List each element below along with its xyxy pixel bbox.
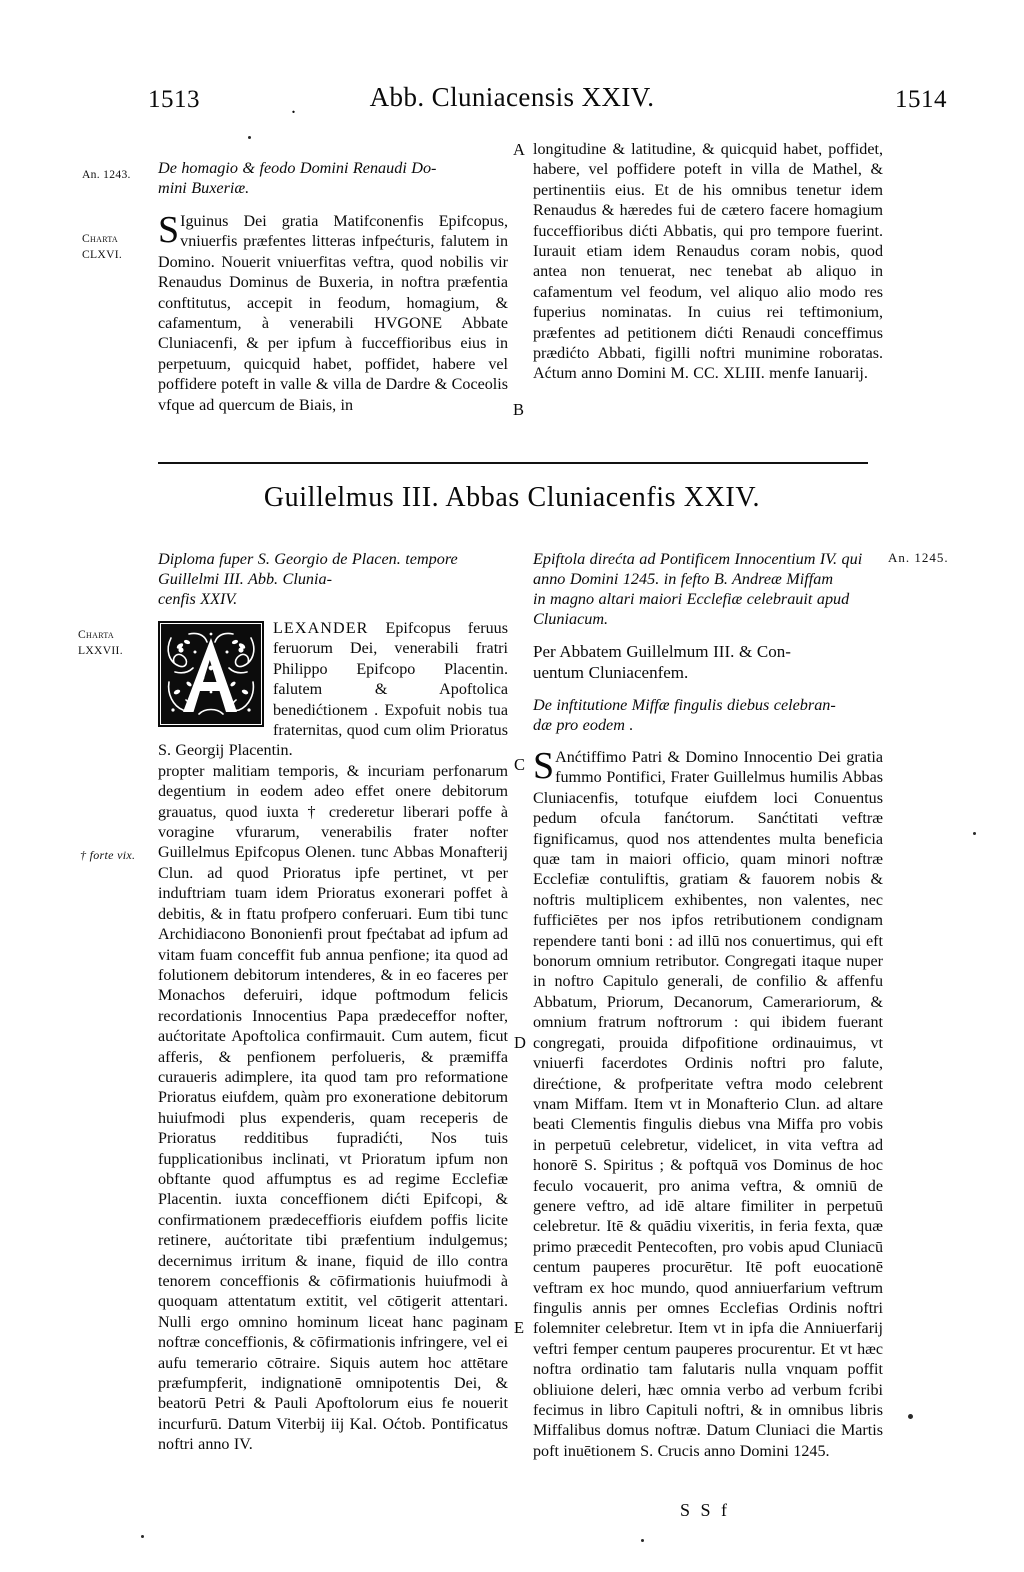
top-left-body xyxy=(158,209,508,416)
ornamental-initial-a xyxy=(158,621,264,727)
main-right-heading-line4: Cluniacum. xyxy=(533,610,609,628)
scan-speck xyxy=(973,832,976,835)
main-left-body-continued: propter malitiam temporis, & incuriam perfonarum degentium in eodem adeo effet onere debitorum grauatus, quod iuxta † crederetur liberari poffe à voragine vfurarum, venerabilis frater nofter Guillelmus Epifcopus Olenen. tunc Abbas Monafterij Clun. ad quod Prioratus ipfe pertinet, vt per induftriam tuam idem Prioratus exonerari poffet à debitis, & in ftatu profpero conferuari. Eum tibi tunc Archidiacono Bononienfi prout fpećtabat ad ipfum ad vitam fuam conceffit fub annua penfione; ita quod ad folutionem debitorum intenderes, & in eo faceres per Monachos deferuiri, idque poftmodum felicis recordationis Innocentius Papa prædeceffor nofter, aućtoritate Apoftolica confirmauit. Cum autem, ficut afferis, & penfionem perfolueris, & præmiffa curaueris adimplere, ita quod tam pro reformatione Prioratus eiufdem, quàm pro exoneratione debitorum huiufmodi plus expenderis, quam receperis de Prioratus redditibus fupradićti, Nos tuis fupplicationibus inclinati, vt Prioratum ipfum non obftante quod affumptus es ad regime Ecclefiæ Placentin. iuxta conceffionem dićti Epifcopi, & confirmationem prædeceffioris eiufdem poffis licite retinere, aućtoritate tibi præfentium indulgemus; decernimus irritum & inane, fiquid de illo contra tenorem conceffionis & cōfirmationis huiufmodi à quoquam attentatum extitit, vel cōtigerit attentari. Nulli ergo omnino hominum liceat hanc paginam noftræ conceffionis, & cōfirmationis infringere, vel ei aufu temerario cōtraire. Siquis autem hoc attētare præfumpferit, indignationē omnipotentis Dei, & beatorū Petri & Pauli Apoftolorum eius fe nouerit incurfurū. Datum Viterbij iij Kal. Oćtob. Pontificatus noftri anno IV. xyxy=(158,762,508,1454)
column-key-c: C xyxy=(514,755,526,774)
main-right-subheading-italic xyxy=(533,695,883,735)
main-left-column xyxy=(158,549,508,1456)
top-left-column xyxy=(158,158,508,416)
main-right-heading-line2: anno Domini 1245. in fefto B. Andreæ Miffam xyxy=(533,570,834,588)
margin-note-charta-lxxvii-line2: LXXVII. xyxy=(78,644,123,657)
column-key-d: D xyxy=(514,1033,526,1052)
top-left-heading xyxy=(158,158,508,198)
margin-note-charta-clxvi-line1: Charta xyxy=(82,232,118,245)
main-right-heading-line3: in magno altari maiori Ecclefiæ celebrauit apud xyxy=(533,590,850,608)
main-right-heading xyxy=(533,549,883,629)
main-left-body-opening: Epifcopus feruus feruorum Dei, venerabili fratri Philippo Epifcopo Placentin. falutem & Apoftolica benedićtionem . Expofuit nobis tua fraternitas, quod cum olim Prioratus S. Georgij Placentin. xyxy=(158,620,508,760)
margin-note-forte-vix: † forte vix. xyxy=(80,848,136,862)
column-key-a: A xyxy=(513,140,525,159)
top-left-heading-line2: mini Buxeriæ. xyxy=(158,179,250,197)
main-right-subheading-roman xyxy=(533,641,883,683)
main-right-subheading-line2: uentum Cluniacenfem. xyxy=(533,663,689,682)
scan-speck xyxy=(641,1539,644,1542)
top-left-body-text: Iguinus Dei gratia Matifconenfis Epifcopus, vniuerfis præfentes litteras infpećturis, falutem in Domino. Nouerit vniuerfitas veftra, quod nobilis vir Renaudus Dominus de Buxeria, in noftra præfentia conftitutus, accepit in feodum, homagium, & cafamentum, à venerabili HVGONE Abbate Cluniacenfi, & per ipfum à fucceffioribus eius in perpetuum, quicquid habet, poffidet, habere vel poffidere poteft in valle & villa de Dardre & Coceolis vfque ad quercum de Biais, in xyxy=(158,213,508,414)
signature-mark: S S f xyxy=(679,1500,730,1520)
top-left-dropcap: S xyxy=(158,209,180,251)
scan-speck xyxy=(141,1535,144,1538)
scan-speck xyxy=(908,1414,913,1419)
main-left-body-smallcaps: LEXANDER xyxy=(273,620,369,637)
margin-note-charta-lxxvii-line1: Charta xyxy=(78,628,114,641)
running-head xyxy=(0,82,1024,124)
main-left-heading-line2: Guillelmi III. Abb. Clunia- xyxy=(158,570,332,588)
main-left-heading-line3: cenfis XXIV. xyxy=(158,590,238,608)
top-right-column xyxy=(533,140,883,385)
header-center-mark: . xyxy=(291,96,296,118)
main-right-body-text: Anćtiffimo Patri & Domino Innocentio Dei gratia fummo Pontifici, Frater Guillelmus humilis Abbas Cluniacenfis, totufque eiufdem loci Conuentus pedum ofcula fanćtorum. Sanćtitati veftræ fignificamus, quod nos attendentes multa beneficia quæ tam in maiori officio, quam minori noftræ Ecclefiæ contuliftis, gratiam & fauorem nobis & noftris multiplicem exhibentes, non valentes, nec fufficiētes per nos ipfos retributionem condignam rependere tanti boni : ad illū nos conuertimus, qui eft bonorum omnium retributor. Congregati itaque nuper in noftro Capitulo generali, de confilio & affenfu Abbatum, Priorum, Decanorum, Camerariorum, & omnium fratrum noftrorum : qui ibidem fuerant congregati, prouida difpofitione ordinauimus, vt vniuerfi facerdotes Ordinis noftri pro falute, direćtione, & profperitate veftra modo celebrent vnam Miffam. Item vt in Monafterio Clun. ad altare beati Clementis fingulis diebus vna Miffa pro vobis in perpetuū celebretur, videlicet, in vita veftra ad honorē S. Spiritus ; & poftquā vos Dominus de hoc feculo vocauerit, pro anima veftra, & omniū de genere veftro, ad idē altare fimiliter in perpetuū celebretur. Itē & quādiu vixeritis, in feria fexta, quæ primo præcedit Pentecoften, pro vobis apud Cluniacū centum pauperes procurētur. Itē poft euocationē veftram ex hoc mundo, quod anniuerfarium veftrum fingulis annis per omnes Ecclefias Ordinis noftri folemniter celebretur. Item vt in ipfa die Anniuerfarij veftri femper centum pauperes procurentur. Et vt hæc noftra ordinatio tam falutaris nulla vnquam poffit obliuione deleri, hæc omnia verbo ad verbum fcribi fecimus in libro Capituli noftri, & in omnibus libris Miffalibus domus noftræ. Datum Cluniaci die Martis poft inuētionem S. Crucis anno Domini 1245. xyxy=(533,749,883,1460)
main-right-subheading-line1: Per Abbatem Guillelmum III. & Con- xyxy=(533,642,791,661)
column-key-b: B xyxy=(513,400,525,419)
main-right-body xyxy=(533,745,883,1462)
main-right-column xyxy=(533,549,883,1462)
folio-number-right: 1514 xyxy=(895,86,947,113)
column-key-e: E xyxy=(514,1318,525,1337)
main-right-subheading2-line1: De inftitutione Miffæ fingulis diebus celebran- xyxy=(533,696,836,714)
margin-note-year-1245: An. 1245. xyxy=(888,550,949,565)
top-left-heading-line1: De homagio & feodo Domini Renaudi Do- xyxy=(158,159,437,177)
main-left-heading-line1: Diploma fuper S. Georgio de Placen. tempore xyxy=(158,550,458,568)
running-head-title: Abb. Cluniacensis XXIV. xyxy=(369,82,655,112)
folio-number-left: 1513 xyxy=(148,86,200,113)
margin-note-charta-clxvi-line2: CLXVI. xyxy=(82,248,123,261)
main-right-heading-line1: Epiftola direćta ad Pontificem Innocentium IV. qui xyxy=(533,550,863,568)
main-right-subheading2-line2: dæ pro eodem . xyxy=(533,716,634,734)
top-right-body: longitudine & latitudine, & quicquid habet, poffidet, habere, vel poffidere poteft in villa de Mathel, & pertinentiis eius. Et de his omnibus tenetur idem Renaudus & hæredes fui de cætero facere homagium fucceffioribus dićti Abbatis, qui pro tempore fuerint. Iurauit etiam idem Renaudus coram nobis, quod antea non tenuerat, nec tenebat ab aliquo in cafamentum vel feodum, vel aliquo alio modo res fuperius nominatas. In cuius rei teftimonium, præfentes ad petitionem dićti Renaudi conceffimus prædićto Abbati, figilli noftri munimine roboratas. Aćtum anno Domini M. CC. XLIII. menfe Ianuarij. xyxy=(533,141,883,383)
scan-speck xyxy=(248,136,251,139)
margin-note-year-1243: An. 1243. xyxy=(82,168,131,181)
main-right-dropcap: S xyxy=(533,745,555,787)
main-left-body-first-paragraph xyxy=(158,619,508,762)
main-left-heading xyxy=(158,549,508,609)
section-title: Guillelmus III. Abbas Cluniacenfis XXIV. xyxy=(263,482,761,513)
section-divider-rule xyxy=(158,462,868,464)
